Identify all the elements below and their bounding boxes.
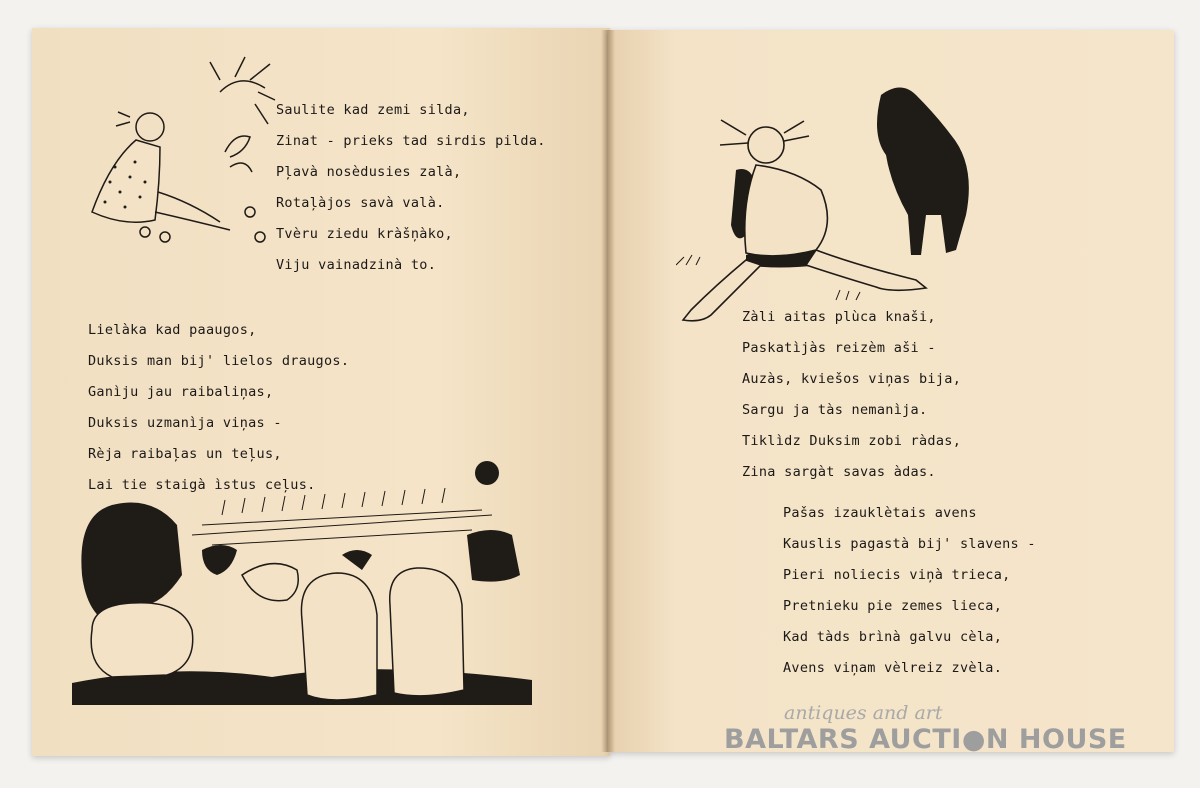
verse-line: Pļavà nosèdusies zalà,	[276, 164, 462, 180]
verse-line: Kauslis pagastà bij' slavens -	[783, 536, 1036, 552]
girl-and-black-sheep-illustration	[676, 75, 976, 335]
verse-line: Pieri noliecis viņà trieca,	[783, 567, 1011, 583]
verse-line: Lielàka kad paaugos,	[88, 322, 257, 338]
verse-line: Auzàs, kviešos viņas bija,	[742, 371, 962, 387]
girl-with-flowers-illustration	[70, 52, 280, 252]
watermark-title: BALTARS AUCTI●N HOUSE	[724, 724, 1127, 755]
verse-line: Zinat - prieks tad sirdis pilda.	[276, 133, 546, 149]
verse-line: Duksis uzmanìja viņas -	[88, 415, 282, 431]
verse-line: Avens viņam vèlreiz zvèla.	[783, 660, 1003, 676]
stanza-duksis	[88, 315, 349, 501]
verse-line: Kad tàds brìnà galvu cèla,	[783, 629, 1003, 645]
verse-line: Rèja raibaļas un teļus,	[88, 446, 282, 462]
verse-line: Paskatìjàs reizèm aši -	[742, 340, 936, 356]
verse-line: Lai tie staigà ìstus ceļus.	[88, 477, 316, 493]
book-gutter	[601, 30, 615, 752]
verse-line: Rotaļàjos savà valà.	[276, 195, 445, 211]
verse-line: Viju vainadzinà to.	[276, 257, 437, 273]
verse-line: Pretnieku pie zemes lieca,	[783, 598, 1003, 614]
verse-line: Zina sargàt savas àdas.	[742, 464, 936, 480]
verse-line: Tvèru ziedu kràšņàko,	[276, 226, 453, 242]
stanza-sheep	[742, 302, 961, 488]
verse-line: Ganìju jau raibaliņas,	[88, 384, 274, 400]
stanza-ram	[783, 498, 1036, 684]
verse-line: Tiklìdz Duksim zobi ràdas,	[742, 433, 962, 449]
verse-line: Sargu ja tàs nemanìja.	[742, 402, 928, 418]
verse-line: Duksis man bij' lielos draugos.	[88, 353, 350, 369]
verse-line: Saulite kad zemi silda,	[276, 102, 470, 118]
verse-line: Pašas izauklètais avens	[783, 505, 977, 521]
watermark-subtitle: antiques and art	[784, 702, 943, 724]
stanza-sunshine	[276, 95, 546, 281]
verse-line: Zàli aitas plùca knaši,	[742, 309, 936, 325]
